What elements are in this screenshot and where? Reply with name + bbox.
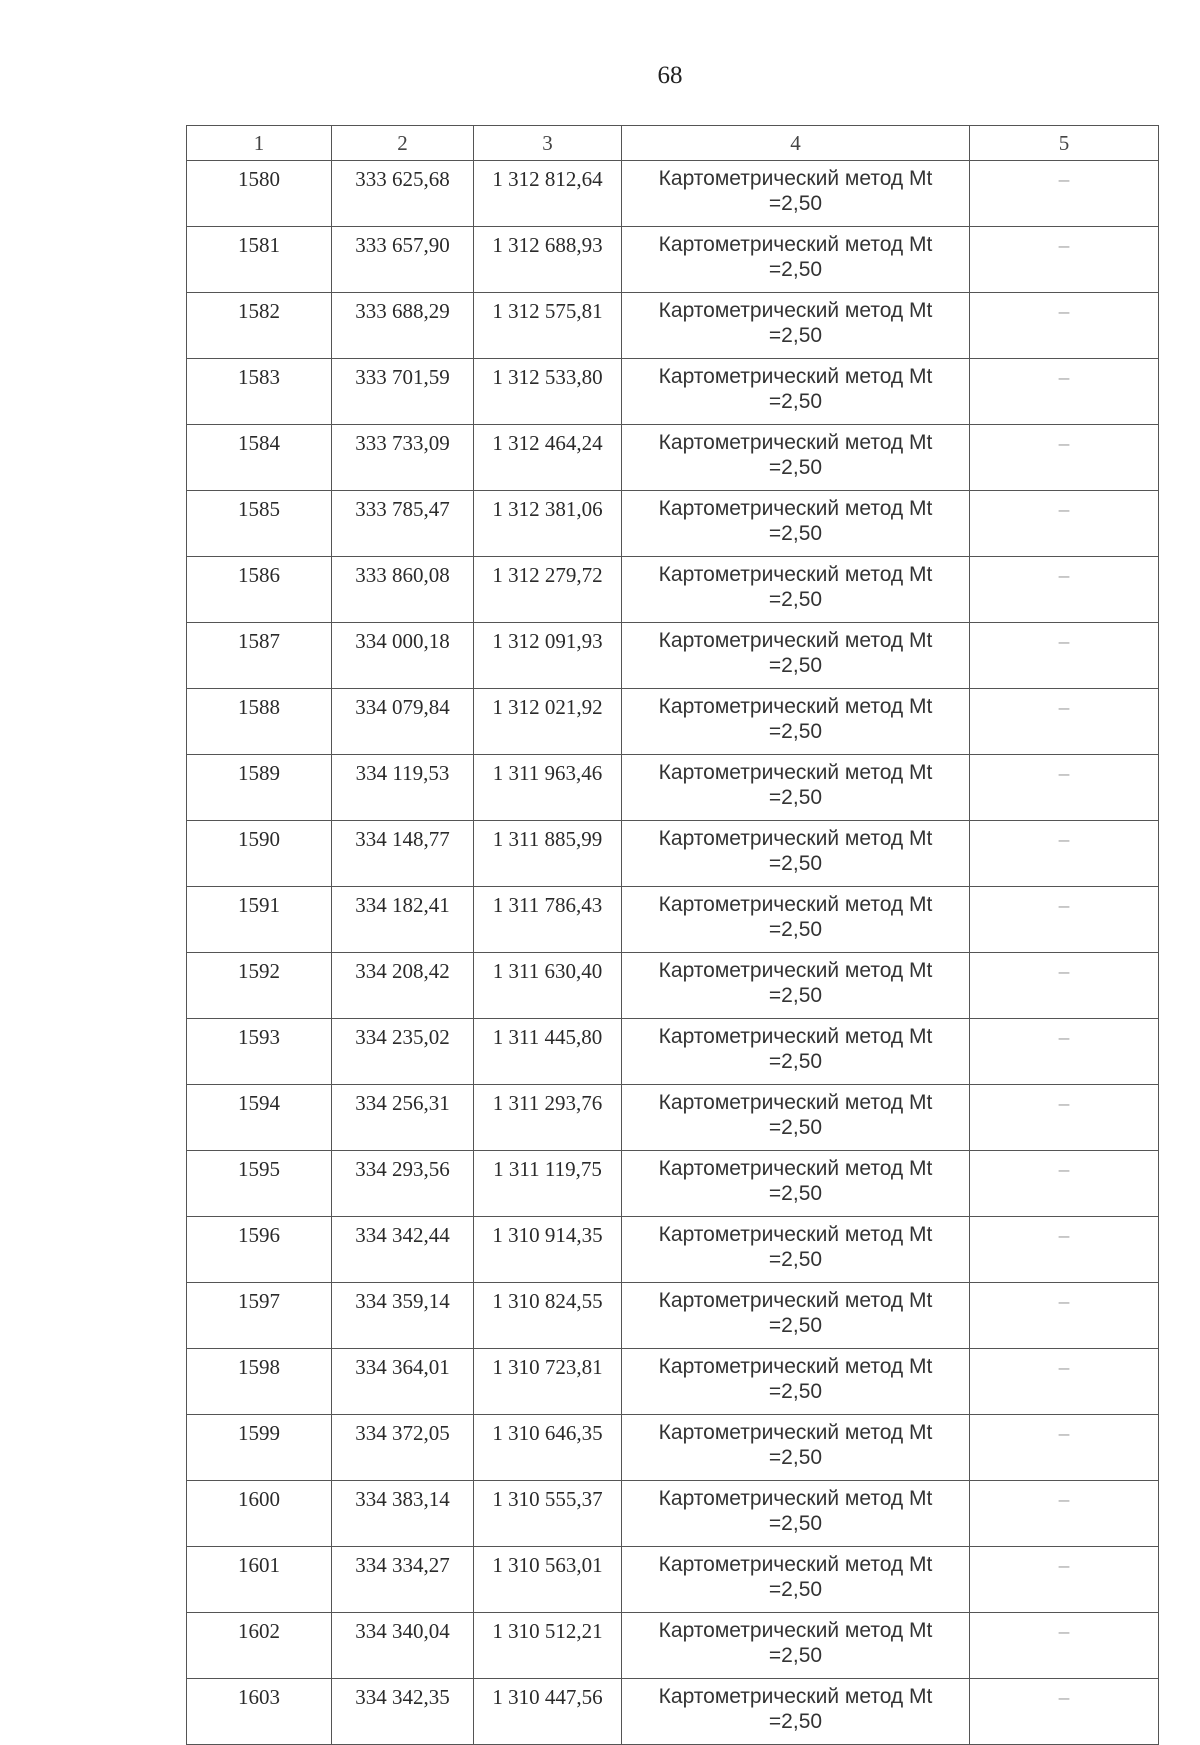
point-number-cell: 1585 [187,491,332,557]
table-row [187,293,1159,359]
point-number-cell: 1597 [187,1283,332,1349]
x-coordinate-cell: 333 657,90 [332,227,474,293]
y-coordinate-cell: 1 312 688,93 [474,227,622,293]
note-cell: – [970,1613,1159,1679]
method-cell [622,425,970,491]
point-number-cell: 1587 [187,623,332,689]
y-coordinate-cell: 1 312 091,93 [474,623,622,689]
y-coordinate-cell: 1 311 293,76 [474,1085,622,1151]
table-row [187,1283,1159,1349]
table-row [187,1151,1159,1217]
method-name: Картометрический метод Mt [658,497,933,520]
method-accuracy: =2,50 [768,1710,823,1733]
note-cell: – [970,1679,1159,1745]
table-row [187,1547,1159,1613]
y-coordinate-cell: 1 310 563,01 [474,1547,622,1613]
point-number-cell: 1583 [187,359,332,425]
method-accuracy: =2,50 [768,456,823,479]
method-accuracy: =2,50 [768,1512,823,1535]
note-cell: – [970,821,1159,887]
x-coordinate-cell: 333 733,09 [332,425,474,491]
method-name: Картометрический метод Mt [658,827,933,850]
point-number-cell: 1588 [187,689,332,755]
y-coordinate-cell: 1 312 279,72 [474,557,622,623]
y-coordinate-cell: 1 311 630,40 [474,953,622,1019]
y-coordinate-cell: 1 312 021,92 [474,689,622,755]
y-coordinate-cell: 1 311 786,43 [474,887,622,953]
method-name: Картометрический метод Mt [658,695,933,718]
method-name: Картометрический метод Mt [658,1553,933,1576]
note-cell: – [970,1547,1159,1613]
method-name: Картометрический метод Mt [658,365,933,388]
y-coordinate-cell: 1 312 381,06 [474,491,622,557]
method-cell [622,1679,970,1745]
method-name: Картометрический метод Mt [658,1355,933,1378]
method-cell [622,161,970,227]
method-cell [622,1349,970,1415]
point-number-cell: 1584 [187,425,332,491]
method-cell [622,689,970,755]
note-cell: – [970,1085,1159,1151]
method-cell [622,293,970,359]
point-number-cell: 1594 [187,1085,332,1151]
table-header [187,126,1159,161]
coordinates-table-container [186,125,1158,1745]
table-row [187,1019,1159,1085]
point-number-cell: 1595 [187,1151,332,1217]
method-cell [622,1151,970,1217]
y-coordinate-cell: 1 312 812,64 [474,161,622,227]
header-col-5: 5 [970,126,1159,161]
method-name: Картометрический метод Mt [658,1487,933,1510]
y-coordinate-cell: 1 310 914,35 [474,1217,622,1283]
x-coordinate-cell: 334 208,42 [332,953,474,1019]
note-cell: – [970,557,1159,623]
method-accuracy: =2,50 [768,1446,823,1469]
table-row [187,953,1159,1019]
note-cell: – [970,227,1159,293]
method-accuracy: =2,50 [768,654,823,677]
table-row [187,359,1159,425]
method-accuracy: =2,50 [768,720,823,743]
method-name: Картометрический метод Mt [658,1091,933,1114]
header-row [187,126,1159,161]
method-name: Картометрический метод Mt [658,893,933,916]
y-coordinate-cell: 1 311 119,75 [474,1151,622,1217]
method-cell [622,1019,970,1085]
method-accuracy: =2,50 [768,918,823,941]
method-name: Картометрический метод Mt [658,1421,933,1444]
method-cell [622,557,970,623]
method-cell [622,953,970,1019]
method-name: Картометрический метод Mt [658,1619,933,1642]
point-number-cell: 1602 [187,1613,332,1679]
method-name: Картометрический метод Mt [658,1289,933,1312]
y-coordinate-cell: 1 311 445,80 [474,1019,622,1085]
point-number-cell: 1598 [187,1349,332,1415]
method-cell [622,1085,970,1151]
x-coordinate-cell: 334 079,84 [332,689,474,755]
table-row [187,1481,1159,1547]
method-accuracy: =2,50 [768,1578,823,1601]
header-col-4: 4 [622,126,970,161]
method-accuracy: =2,50 [768,1380,823,1403]
method-accuracy: =2,50 [768,390,823,413]
method-name: Картометрический метод Mt [658,629,933,652]
note-cell: – [970,755,1159,821]
table-row [187,1349,1159,1415]
x-coordinate-cell: 333 625,68 [332,161,474,227]
method-name: Картометрический метод Mt [658,1685,933,1708]
method-cell [622,821,970,887]
table-row [187,821,1159,887]
point-number-cell: 1596 [187,1217,332,1283]
x-coordinate-cell: 334 342,44 [332,1217,474,1283]
note-cell: – [970,161,1159,227]
x-coordinate-cell: 334 342,35 [332,1679,474,1745]
table-row [187,425,1159,491]
point-number-cell: 1600 [187,1481,332,1547]
method-accuracy: =2,50 [768,1248,823,1271]
note-cell: – [970,953,1159,1019]
x-coordinate-cell: 334 293,56 [332,1151,474,1217]
method-cell [622,887,970,953]
note-cell: – [970,1415,1159,1481]
x-coordinate-cell: 334 334,27 [332,1547,474,1613]
note-cell: – [970,623,1159,689]
method-accuracy: =2,50 [768,258,823,281]
note-cell: – [970,491,1159,557]
point-number-cell: 1581 [187,227,332,293]
method-accuracy: =2,50 [768,1050,823,1073]
note-cell: – [970,689,1159,755]
x-coordinate-cell: 333 860,08 [332,557,474,623]
method-cell [622,491,970,557]
table-row [187,161,1159,227]
y-coordinate-cell: 1 312 575,81 [474,293,622,359]
method-cell [622,1283,970,1349]
note-cell: – [970,1019,1159,1085]
method-cell [622,755,970,821]
point-number-cell: 1580 [187,161,332,227]
y-coordinate-cell: 1 310 555,37 [474,1481,622,1547]
table-row [187,623,1159,689]
y-coordinate-cell: 1 310 824,55 [474,1283,622,1349]
method-accuracy: =2,50 [768,1116,823,1139]
table-row [187,689,1159,755]
y-coordinate-cell: 1 311 963,46 [474,755,622,821]
method-cell [622,1415,970,1481]
header-col-3: 3 [474,126,622,161]
method-cell [622,1481,970,1547]
method-cell [622,623,970,689]
y-coordinate-cell: 1 310 447,56 [474,1679,622,1745]
method-accuracy: =2,50 [768,786,823,809]
table-row [187,1217,1159,1283]
table-row [187,755,1159,821]
x-coordinate-cell: 333 701,59 [332,359,474,425]
method-cell [622,1547,970,1613]
note-cell: – [970,1349,1159,1415]
method-accuracy: =2,50 [768,852,823,875]
y-coordinate-cell: 1 311 885,99 [474,821,622,887]
method-cell [622,359,970,425]
x-coordinate-cell: 334 148,77 [332,821,474,887]
x-coordinate-cell: 334 119,53 [332,755,474,821]
method-name: Картометрический метод Mt [658,233,933,256]
x-coordinate-cell: 334 235,02 [332,1019,474,1085]
coordinates-table [186,125,1159,1745]
table-row [187,1679,1159,1745]
x-coordinate-cell: 334 182,41 [332,887,474,953]
y-coordinate-cell: 1 310 512,21 [474,1613,622,1679]
method-name: Картометрический метод Mt [658,959,933,982]
method-name: Картометрический метод Mt [658,1025,933,1048]
x-coordinate-cell: 334 372,05 [332,1415,474,1481]
point-number-cell: 1592 [187,953,332,1019]
table-row [187,557,1159,623]
table-row [187,887,1159,953]
table-body [187,161,1159,1745]
method-name: Картометрический метод Mt [658,431,933,454]
point-number-cell: 1589 [187,755,332,821]
method-accuracy: =2,50 [768,588,823,611]
point-number-cell: 1586 [187,557,332,623]
x-coordinate-cell: 333 785,47 [332,491,474,557]
point-number-cell: 1582 [187,293,332,359]
note-cell: – [970,293,1159,359]
y-coordinate-cell: 1 310 723,81 [474,1349,622,1415]
method-name: Картометрический метод Mt [658,761,933,784]
note-cell: – [970,887,1159,953]
method-cell [622,227,970,293]
note-cell: – [970,359,1159,425]
note-cell: – [970,1283,1159,1349]
y-coordinate-cell: 1 310 646,35 [474,1415,622,1481]
point-number-cell: 1601 [187,1547,332,1613]
x-coordinate-cell: 333 688,29 [332,293,474,359]
note-cell: – [970,1481,1159,1547]
point-number-cell: 1593 [187,1019,332,1085]
x-coordinate-cell: 334 359,14 [332,1283,474,1349]
x-coordinate-cell: 334 000,18 [332,623,474,689]
point-number-cell: 1590 [187,821,332,887]
method-name: Картометрический метод Mt [658,167,933,190]
y-coordinate-cell: 1 312 464,24 [474,425,622,491]
method-cell [622,1217,970,1283]
table-row [187,491,1159,557]
y-coordinate-cell: 1 312 533,80 [474,359,622,425]
method-accuracy: =2,50 [768,984,823,1007]
table-row [187,1613,1159,1679]
note-cell: – [970,1151,1159,1217]
method-accuracy: =2,50 [768,522,823,545]
point-number-cell: 1603 [187,1679,332,1745]
method-accuracy: =2,50 [768,324,823,347]
method-accuracy: =2,50 [768,1644,823,1667]
method-name: Картометрический метод Mt [658,299,933,322]
method-accuracy: =2,50 [768,1182,823,1205]
x-coordinate-cell: 334 364,01 [332,1349,474,1415]
x-coordinate-cell: 334 383,14 [332,1481,474,1547]
x-coordinate-cell: 334 340,04 [332,1613,474,1679]
method-cell [622,1613,970,1679]
point-number-cell: 1599 [187,1415,332,1481]
header-col-1: 1 [187,126,332,161]
table-row [187,1415,1159,1481]
method-name: Картометрический метод Mt [658,1223,933,1246]
method-name: Картометрический метод Mt [658,1157,933,1180]
table-row [187,1085,1159,1151]
page-number: 68 [657,62,683,89]
x-coordinate-cell: 334 256,31 [332,1085,474,1151]
note-cell: – [970,1217,1159,1283]
table-row [187,227,1159,293]
method-accuracy: =2,50 [768,192,823,215]
method-accuracy: =2,50 [768,1314,823,1337]
point-number-cell: 1591 [187,887,332,953]
header-col-2: 2 [332,126,474,161]
method-name: Картометрический метод Mt [658,563,933,586]
note-cell: – [970,425,1159,491]
